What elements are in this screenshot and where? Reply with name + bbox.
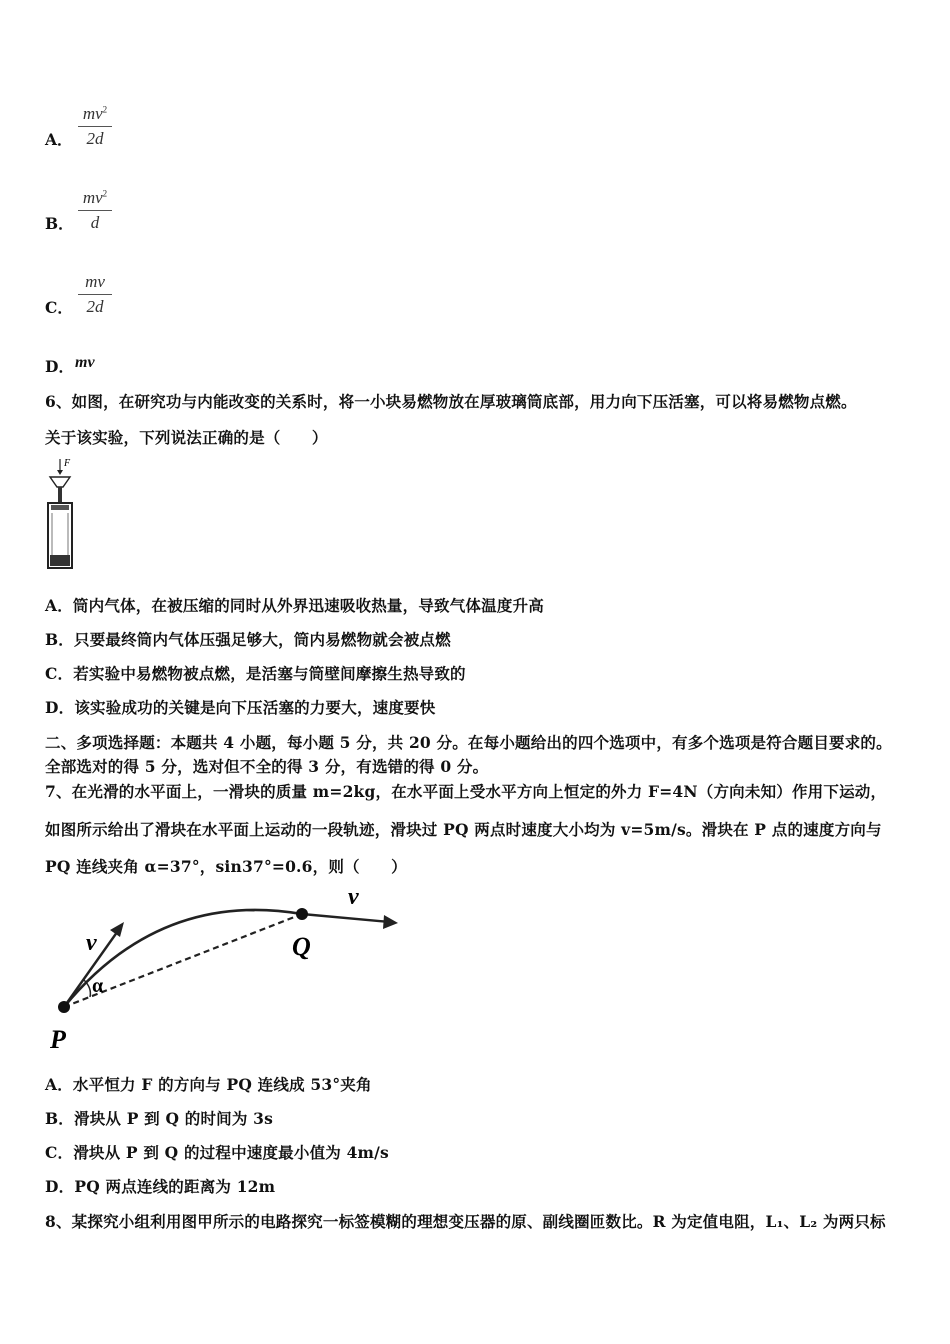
velocity-arrowhead-p (110, 922, 124, 937)
fraction: $\frac{mv}{2d}$ (78, 272, 112, 317)
option-label: B． (45, 214, 74, 233)
q6-stem-line2: 关于该实验，下列说法正确的是（ ） (45, 428, 328, 447)
q7-option-b: B．滑块从 P 到 Q 的时间为 3s (45, 1109, 274, 1128)
q6-stem-line1: 6、如图，在研究功与内能改变的关系时，将一小块易燃物放在厚玻璃筒底部，用力向下压活塞，可以将易燃物点燃。 (45, 392, 857, 411)
point-p (58, 1001, 70, 1013)
q6-option-c: C．若实验中易燃物被点燃，是活塞与筒壁间摩擦生热导致的 (45, 664, 466, 683)
option-label: A． (45, 130, 73, 149)
label-v-p: v (86, 930, 97, 956)
trajectory-figure (40, 880, 410, 1060)
q7-stem-line2: 如图所示给出了滑块在水平面上运动的一段轨迹，滑块过 PQ 两点时速度大小均为 v=5m/s。滑块在 P 点的速度方向与 (45, 820, 882, 839)
velocity-arrowhead-q (383, 915, 398, 929)
velocity-arrow-q (302, 914, 390, 922)
label-v-q: v (348, 884, 359, 910)
q7-stem-line3: PQ 连线夹角 α=37°，sin37°=0.6，则（ ） (45, 857, 407, 876)
q8-stem-line1: 8、某探究小组利用图甲所示的电路探究一标签模糊的理想变压器的原、副线圈匝数比。R 为定值电阻，L₁、L₂ 为两只标 (45, 1212, 886, 1231)
force-label: F (64, 458, 71, 469)
fraction: $\frac{mv^2}{2d}$ (78, 104, 112, 149)
section2-line2: 全部选对的得 5 分，选对但不全的得 3 分，有选错的得 0 分。 (45, 757, 489, 776)
q7-option-a: A．水平恒力 F 的方向与 PQ 连线成 53°夹角 (45, 1075, 372, 1094)
force-arrowhead (57, 470, 63, 475)
q7-stem-line1: 7、在光滑的水平面上，一滑块的质量 m=2kg，在水平面上受水平方向上恒定的外力 F=4N（方向未知）作用下运动， (45, 782, 887, 801)
label-alpha: α (92, 975, 104, 997)
option-label: C． (45, 298, 73, 317)
glass-cylinder-figure (38, 455, 78, 575)
label-q: Q (292, 932, 311, 961)
q7-option-c: C．滑块从 P 到 Q 的过程中速度最小值为 4m/s (45, 1143, 389, 1162)
piston-handle (50, 477, 70, 487)
option-text: mv (75, 354, 95, 371)
q6-option-a: A．筒内气体，在被压缩的同时从外界迅速吸收热量，导致气体温度升高 (45, 596, 544, 615)
q6-option-b: B．只要最终筒内气体压强足够大，筒内易燃物就会被点燃 (45, 630, 451, 649)
tinder (50, 555, 70, 566)
option-label: D． (45, 357, 74, 376)
label-p: P (50, 1025, 66, 1054)
q6-option-d: D．该实验成功的关键是向下压活塞的力要大，速度要快 (45, 698, 436, 717)
fraction: $\frac{mv^2}{d}$ (78, 188, 112, 233)
point-q (296, 908, 308, 920)
section2-line1: 二、多项选择题：本题共 4 小题，每小题 5 分，共 20 分。在每小题给出的四个选项中，有多个选项是符合题目要求的。 (45, 733, 892, 752)
q7-option-d: D．PQ 两点连线的距离为 12m (45, 1177, 276, 1196)
piston (51, 505, 69, 510)
